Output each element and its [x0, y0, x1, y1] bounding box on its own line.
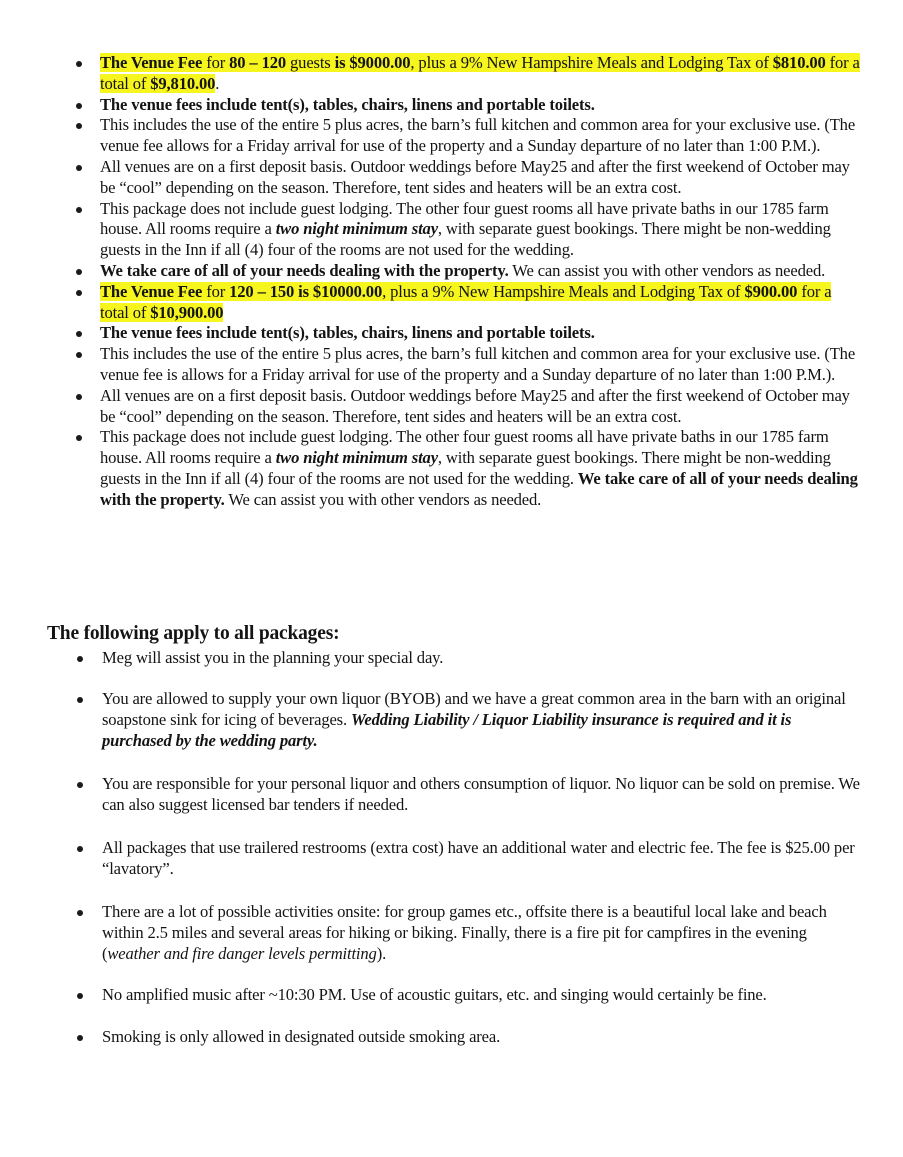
- list-item-smoking: [72, 1027, 862, 1048]
- text: We can assist you with other vendors as needed.: [508, 260, 826, 280]
- list-item-package2-lodging: [72, 427, 862, 510]
- text: We can assist you with other vendors as needed.: [224, 489, 542, 509]
- deposit-text: All venues are on a first deposit basis. Outdoor weddings before May25 and after the first weekend of October may be “cool” depending on the season. Therefore, tent sides and heaters will be an extra cost.: [100, 156, 850, 197]
- bullet-icon: [77, 993, 83, 999]
- text: This package does not include guest lodging. The other four guest rooms all have private baths in our 1785 farm house. All rooms require a: [100, 427, 829, 468]
- bullet-icon: [77, 782, 83, 788]
- list-item-package1-deposit: [72, 157, 862, 199]
- bullet-icon: [76, 165, 82, 171]
- text: for a total of: [100, 281, 832, 322]
- tax-amount: $900.00: [744, 281, 798, 301]
- weather-note: weather and fire danger levels permitting: [107, 943, 377, 963]
- list-item-restrooms: [72, 838, 862, 880]
- text: There are a lot of possible activities onsite: for group games etc., offsite there is a beautiful local lake and beach within 2.5 miles and several areas for hiking or biking. Finally, there is a fire pit for campfires in the evening (: [102, 902, 827, 963]
- text: , plus a 9% New Hampshire Meals and Lodging Tax of: [410, 53, 773, 72]
- use-text: This includes the use of the entire 5 plus acres, the barn’s full kitchen and common area for your exclusive use. (The venue fee is allows for a Friday arrival for use of the property and a Sunday departure of no later than 1:00 P.M.).: [100, 344, 856, 384]
- list-item-activities: [72, 902, 862, 964]
- minimum-stay-text: two night minimum stay: [275, 448, 438, 468]
- deposit-text: All venues are on a first deposit basis. Outdoor weddings before May25 and after the first weekend of October may be “cool” depending on the season. Therefore, tent sides and heaters will be an extra cost.: [100, 385, 850, 426]
- list-item-byob: [72, 689, 862, 751]
- spacer: [72, 965, 862, 986]
- list-item-responsible: [72, 774, 862, 816]
- list-item-music: [72, 985, 862, 1006]
- care-emphasis: We take care of all of your needs dealing with the property.: [100, 468, 858, 509]
- text: This package does not include guest lodging. The other four guest rooms all have private baths in our 1785 farm house. All rooms require a: [100, 198, 829, 239]
- text: You are responsible for your personal liquor and others consumption of liquor. No liquor can be sold on premise. We can also suggest licensed bar tenders if needed.: [102, 774, 860, 814]
- bullet-icon: [76, 61, 82, 67]
- bullet-icon: [76, 103, 82, 109]
- text: guests: [286, 53, 335, 72]
- includes-text: The venue fees include tent(s), tables, chairs, linens and portable toilets.: [100, 94, 595, 114]
- minimum-stay-text: two night minimum stay: [275, 219, 438, 239]
- total-amount: $10,900.00: [150, 302, 224, 322]
- text: for a total of: [100, 53, 860, 93]
- insurance-notice: Wedding Liability / Liquor Liability insurance is required and it is purchased by the wedding party.: [102, 710, 792, 750]
- guest-range: 80 – 120: [229, 53, 287, 72]
- bullet-icon: [77, 656, 83, 662]
- spacer: [72, 816, 862, 837]
- spacer: [72, 880, 862, 901]
- list-item-package1-use: [72, 115, 862, 157]
- care-emphasis: We take care of all of your needs dealing with the property.: [100, 260, 509, 280]
- text: ).: [376, 943, 387, 963]
- bullet-icon: [77, 697, 83, 703]
- bullet-icon: [76, 207, 82, 213]
- highlighted-fee-text: [100, 282, 831, 322]
- spacer: [72, 752, 862, 773]
- section-heading: The following apply to all packages:: [47, 623, 340, 644]
- text: No amplified music after ~10:30 PM. Use of acoustic guitars, etc. and singing would certainly be fine.: [102, 985, 767, 1005]
- text: Meg will assist you in the planning your special day.: [102, 648, 444, 667]
- text: All packages that use trailered restrooms (extra cost) have an additional water and electric fee. The fee is $25.00 per “lavatory”.: [102, 838, 855, 879]
- list-item-package1-includes: [72, 95, 862, 116]
- list-item-package2-includes: [72, 323, 862, 344]
- tax-amount: $810.00: [772, 53, 826, 72]
- bullet-icon: [76, 290, 82, 296]
- highlighted-fee-text: [100, 53, 860, 93]
- text: for: [202, 53, 230, 72]
- package-list: [72, 53, 862, 511]
- text: , with separate guest bookings. There might be non-wedding guests in the Inn if all (4) four of the rooms are not used for the wedding.: [100, 219, 831, 260]
- fee-amount: is $9000.00: [334, 53, 411, 72]
- total-amount: $9,810.00: [150, 73, 216, 93]
- text: for: [202, 281, 230, 301]
- fee-label: The Venue Fee: [100, 53, 203, 72]
- list-item-package2-deposit: [72, 386, 862, 428]
- bullet-icon: [76, 352, 82, 358]
- bullet-icon: [77, 846, 83, 852]
- list-item-package1-care: [72, 261, 862, 282]
- bullet-icon: [76, 435, 82, 441]
- guest-range-fee: 120 – 150 is $10000.00: [229, 281, 383, 301]
- spacer: [72, 669, 862, 690]
- list-item-package2-use: [72, 344, 862, 386]
- bullet-icon: [77, 1035, 83, 1041]
- bullet-icon: [76, 269, 82, 275]
- bullet-icon: [76, 331, 82, 337]
- text: You are allowed to supply your own liquor (BYOB) and we have a great common area in the barn with an original soapstone sink for icing of beverages.: [102, 689, 846, 730]
- bullet-icon: [76, 123, 82, 129]
- text: , with separate guest bookings. There might be non-wedding guests in the Inn if all (4) four of the rooms are not used for the wedding.: [100, 448, 831, 488]
- use-text: This includes the use of the entire 5 plus acres, the barn’s full kitchen and common area for your exclusive use. (The venue fee allows for a Friday arrival for use of the property and a Sunday departure of no later than 1:00 P.M.).: [100, 115, 856, 156]
- list-item-meg: [72, 648, 862, 669]
- bullet-icon: [76, 394, 82, 400]
- text: .: [215, 73, 220, 93]
- fee-label: The Venue Fee: [100, 281, 203, 301]
- all-packages-list: [72, 648, 862, 1047]
- list-item-package1-lodging: [72, 199, 862, 261]
- text: Smoking is only allowed in designated outside smoking area.: [102, 1026, 501, 1046]
- bullet-icon: [77, 910, 83, 916]
- spacer: [72, 1006, 862, 1027]
- list-item-package2-fee: [72, 282, 862, 324]
- includes-text: The venue fees include tent(s), tables, chairs, linens and portable toilets.: [100, 323, 595, 343]
- list-item-package1-fee: [72, 53, 862, 95]
- text: , plus a 9% New Hampshire Meals and Lodging Tax of: [382, 281, 745, 301]
